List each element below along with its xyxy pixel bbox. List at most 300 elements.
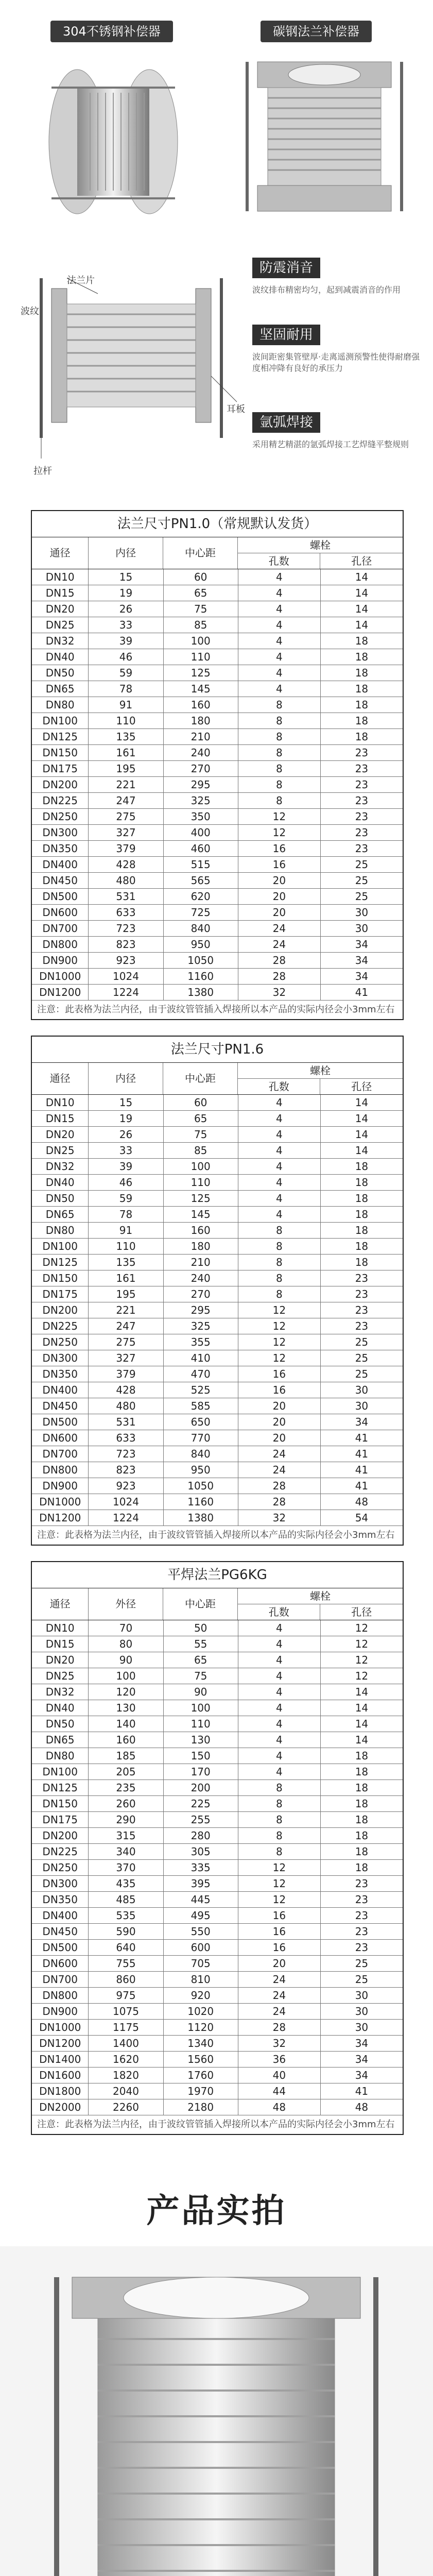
table-row <box>32 1716 403 1732</box>
cell-dim: 535 <box>89 1908 163 1923</box>
table-row <box>32 1876 403 1892</box>
feature-title-1: 防震消音 <box>252 258 320 278</box>
cell-holes: 40 <box>238 2067 321 2083</box>
cell-hole-dia: 30 <box>355 1989 369 2002</box>
cell-dn: DN800 <box>32 1462 89 1478</box>
table-note: 注意：此表格为法兰内径，由于波纹管管插入焊接所以本产品的实际内径会小3mm左右 <box>37 2119 395 2130</box>
cell-hole-dia: 34 <box>355 970 369 982</box>
cell-dn: DN500 <box>32 1940 89 1955</box>
cell-dim: 1400 <box>89 2036 163 2051</box>
table-row <box>32 793 403 809</box>
cell-hole-dia: 23 <box>355 1288 369 1300</box>
cell-dim: 975 <box>89 1988 163 2003</box>
table-row <box>32 2020 403 2036</box>
table-row <box>32 969 403 985</box>
cell-dim: 327 <box>89 1350 163 1366</box>
cell-center: 130 <box>164 1732 238 1748</box>
cell-dim: 633 <box>89 905 163 920</box>
cell-dim: 370 <box>89 1860 163 1875</box>
cell-hole-dia: 14 <box>355 619 369 631</box>
cell-hole-dia: 18 <box>355 651 369 663</box>
cell-holes: 4 <box>238 633 321 649</box>
table-row <box>32 633 403 649</box>
cell-center: 295 <box>164 1302 238 1318</box>
cell-center: 550 <box>164 1924 238 1939</box>
cell-dn: DN600 <box>32 1430 89 1446</box>
cell-dn: DN450 <box>32 1398 89 1414</box>
table-row <box>32 1844 403 1860</box>
cell-center: 60 <box>164 1095 238 1110</box>
feature-desc-1: 波纹排布精密均匀，起到减震消音的作用 <box>252 285 401 295</box>
cell-dn: DN1200 <box>32 1510 89 1526</box>
table-row <box>32 1748 403 1764</box>
table-row <box>32 905 403 921</box>
cell-dn: DN1000 <box>32 1494 89 1510</box>
cell-holes: 12 <box>238 825 321 840</box>
cell-holes: 12 <box>238 1860 321 1875</box>
cell-holes: 4 <box>238 1143 321 1158</box>
cell-holes: 12 <box>238 1350 321 1366</box>
cell-dim: 1024 <box>89 969 163 984</box>
cell-dn: DN175 <box>32 1286 89 1302</box>
cell-dn: DN15 <box>32 585 89 601</box>
cell-hole-dia: 12 <box>355 1654 369 1666</box>
cell-center: 620 <box>164 889 238 904</box>
table-row <box>32 857 403 873</box>
cell-dim: 531 <box>89 1414 163 1430</box>
cell-center: 100 <box>164 1700 238 1716</box>
table-row <box>32 1127 403 1143</box>
cell-center: 85 <box>164 617 238 633</box>
cell-center: 270 <box>164 1286 238 1302</box>
cell-center: 495 <box>164 1908 238 1923</box>
cell-dim: 15 <box>89 569 163 585</box>
cell-hole-dia: 41 <box>355 1480 369 1492</box>
cell-hole-dia: 34 <box>355 2037 369 2049</box>
col-header-bolt: 螺栓 <box>238 537 403 553</box>
cell-hole-dia: 14 <box>355 1718 369 1730</box>
table-row <box>32 1732 403 1748</box>
cell-dim: 120 <box>89 1684 163 1700</box>
cell-holes: 4 <box>238 1732 321 1748</box>
cell-dn: DN65 <box>32 681 89 697</box>
cell-dn: DN50 <box>32 1716 89 1732</box>
cell-dn: DN225 <box>32 1844 89 1859</box>
cell-dn: DN1000 <box>32 2020 89 2035</box>
cell-holes: 12 <box>238 1892 321 1907</box>
cell-hole-dia: 30 <box>355 1400 369 1412</box>
cell-dim: 195 <box>89 761 163 776</box>
cell-dn: DN25 <box>32 617 89 633</box>
cell-center: 395 <box>164 1876 238 1891</box>
cell-center: 305 <box>164 1844 238 1859</box>
flange-table-pn10 <box>31 510 404 1020</box>
cell-dn: DN800 <box>32 1988 89 2003</box>
cell-hole-dia: 25 <box>355 1352 369 1364</box>
cell-hole-dia: 18 <box>355 1766 369 1778</box>
cell-dn: DN40 <box>32 1700 89 1716</box>
cell-dn: DN32 <box>32 1684 89 1700</box>
cell-center: 55 <box>164 1636 238 1652</box>
cell-center: 445 <box>164 1892 238 1907</box>
col-header-holes: 孔数 <box>238 1079 321 1094</box>
cell-center: 650 <box>164 1414 238 1430</box>
table-row <box>32 953 403 969</box>
table-row <box>32 1620 403 1636</box>
cell-center: 585 <box>164 1398 238 1414</box>
cell-hole-dia: 25 <box>355 1368 369 1380</box>
cell-dim: 15 <box>89 1095 163 1110</box>
cell-holes: 16 <box>238 1908 321 1923</box>
cell-dim: 39 <box>89 1159 163 1174</box>
cell-dim: 275 <box>89 809 163 824</box>
cell-hole-dia: 18 <box>355 1798 369 1810</box>
cell-holes: 8 <box>238 1270 321 1286</box>
product-photos <box>0 2246 433 2576</box>
table-body <box>32 1095 403 1526</box>
cell-dim: 247 <box>89 793 163 808</box>
cell-hole-dia: 41 <box>355 1432 369 1444</box>
cell-dn: DN20 <box>32 1127 89 1142</box>
cell-holes: 8 <box>238 697 321 713</box>
cell-dim: 78 <box>89 1207 163 1222</box>
cell-hole-dia: 41 <box>355 2085 369 2097</box>
cell-dn: DN1200 <box>32 985 89 1000</box>
table-title: 法兰尺寸PN1.6 <box>32 1037 403 1063</box>
cell-dim: 860 <box>89 1972 163 1987</box>
table-row <box>32 2099 403 2115</box>
cell-dim: 290 <box>89 1812 163 1827</box>
cell-hole-dia: 25 <box>355 874 369 887</box>
cell-center: 180 <box>164 1239 238 1254</box>
cell-holes: 8 <box>238 1844 321 1859</box>
cell-center: 600 <box>164 1940 238 1955</box>
table-row <box>32 1191 403 1207</box>
cell-hole-dia: 18 <box>355 1782 369 1794</box>
cell-holes: 28 <box>238 969 321 984</box>
cell-dn: DN1200 <box>32 2036 89 2051</box>
cell-holes: 16 <box>238 1924 321 1939</box>
table-row <box>32 809 403 825</box>
cell-dn: DN1800 <box>32 2083 89 2099</box>
cell-holes: 4 <box>238 1668 321 1684</box>
label-ear-plate: 耳板 <box>227 404 245 415</box>
table-row <box>32 1175 403 1191</box>
cell-dim: 195 <box>89 1286 163 1302</box>
cell-dn: DN350 <box>32 1892 89 1907</box>
table-row <box>32 1478 403 1494</box>
cell-center: 1560 <box>164 2052 238 2067</box>
table-row <box>32 1095 403 1111</box>
cell-dim: 185 <box>89 1748 163 1764</box>
cell-holes: 8 <box>238 1780 321 1795</box>
cell-dn: DN65 <box>32 1732 89 1748</box>
flange-table-pn16 <box>31 1036 404 1546</box>
cell-dim: 39 <box>89 633 163 649</box>
cell-dim: 130 <box>89 1700 163 1716</box>
cell-hole-dia: 18 <box>355 1861 369 1874</box>
cell-hole-dia: 18 <box>355 1224 369 1236</box>
cell-hole-dia: 25 <box>355 1973 369 1986</box>
table-row <box>32 985 403 1001</box>
cell-holes: 4 <box>238 1636 321 1652</box>
cell-center: 1050 <box>164 1478 238 1494</box>
table-row <box>32 889 403 905</box>
cell-dn: DN10 <box>32 1620 89 1636</box>
cell-dn: DN15 <box>32 1636 89 1652</box>
cell-dim: 1224 <box>89 1510 163 1526</box>
cell-hole-dia: 18 <box>355 667 369 679</box>
cell-center: 210 <box>164 1255 238 1270</box>
table-row <box>32 681 403 697</box>
cell-dn: DN300 <box>32 1876 89 1891</box>
cell-hole-dia: 23 <box>355 1272 369 1284</box>
table-row <box>32 1860 403 1876</box>
cell-dn: DN350 <box>32 841 89 856</box>
cell-dim: 923 <box>89 953 163 968</box>
cell-hole-dia: 25 <box>355 1957 369 1970</box>
cell-hole-dia: 18 <box>355 1176 369 1189</box>
cell-holes: 4 <box>238 1159 321 1174</box>
cell-dn: DN175 <box>32 1812 89 1827</box>
cell-dim: 485 <box>89 1892 163 1907</box>
cell-dn: DN800 <box>32 937 89 952</box>
cell-center: 200 <box>164 1780 238 1795</box>
cell-holes: 24 <box>238 1462 321 1478</box>
cell-holes: 4 <box>238 1764 321 1780</box>
table-row <box>32 1430 403 1446</box>
cell-dn: DN1600 <box>32 2067 89 2083</box>
cell-hole-dia: 23 <box>355 762 369 775</box>
cell-hole-dia: 30 <box>355 2005 369 2018</box>
cell-holes: 8 <box>238 1828 321 1843</box>
cell-dn: DN450 <box>32 1924 89 1939</box>
cell-dn: DN300 <box>32 825 89 840</box>
cell-hole-dia: 41 <box>355 986 369 998</box>
cell-holes: 4 <box>238 681 321 697</box>
table-header <box>32 1063 403 1095</box>
cell-dn: DN20 <box>32 601 89 617</box>
cell-hole-dia: 14 <box>355 1734 369 1746</box>
cell-dn: DN100 <box>32 1239 89 1254</box>
cell-hole-dia: 23 <box>355 1925 369 1938</box>
cell-dn: DN25 <box>32 1668 89 1684</box>
cell-dn: DN10 <box>32 569 89 585</box>
cell-holes: 4 <box>238 665 321 681</box>
cell-holes: 4 <box>238 1652 321 1668</box>
cell-holes: 8 <box>238 1255 321 1270</box>
cell-dim: 428 <box>89 857 163 872</box>
cell-holes: 4 <box>238 1175 321 1190</box>
cell-dn: DN225 <box>32 1318 89 1334</box>
cell-hole-dia: 14 <box>355 1144 369 1157</box>
cell-dim: 723 <box>89 1446 163 1462</box>
table-row <box>32 1446 403 1462</box>
cell-dim: 90 <box>89 1652 163 1668</box>
table-row <box>32 601 403 617</box>
table-row <box>32 1318 403 1334</box>
cell-hole-dia: 18 <box>355 1845 369 1858</box>
col-header-bolt-group <box>238 537 403 569</box>
cell-holes: 24 <box>238 1446 321 1462</box>
col-header-outer: 外径 <box>89 1588 163 1620</box>
cell-center: 950 <box>164 1462 238 1478</box>
cell-center: 1970 <box>164 2083 238 2099</box>
cell-holes: 36 <box>238 2052 321 2067</box>
cell-center: 75 <box>164 1668 238 1684</box>
col-header-bolt-group <box>238 1588 403 1620</box>
cell-center: 150 <box>164 1748 238 1764</box>
cell-dn: DN32 <box>32 633 89 649</box>
table-row <box>32 713 403 729</box>
table-row <box>32 1270 403 1286</box>
table-row <box>32 2004 403 2020</box>
cell-dn: DN300 <box>32 1350 89 1366</box>
cell-hole-dia: 30 <box>355 1384 369 1396</box>
col-header-center: 中心距 <box>163 1063 238 1094</box>
cell-hole-dia: 18 <box>355 1160 369 1173</box>
cell-center: 325 <box>164 793 238 808</box>
cell-dim: 327 <box>89 825 163 840</box>
cell-holes: 16 <box>238 1366 321 1382</box>
cell-hole-dia: 14 <box>355 587 369 599</box>
cell-center: 240 <box>164 1270 238 1286</box>
hero-section <box>0 0 433 237</box>
cell-center: 100 <box>164 633 238 649</box>
cell-hole-dia: 23 <box>355 826 369 839</box>
table-title: 平焊法兰PG6KG <box>32 1562 403 1588</box>
cell-dim: 135 <box>89 729 163 744</box>
photos-heading: 产品实拍 <box>146 2192 287 2230</box>
cell-dim: 755 <box>89 1956 163 1971</box>
col-header-bolt: 螺栓 <box>238 1063 403 1079</box>
table-row <box>32 1828 403 1844</box>
cell-dn: DN32 <box>32 1159 89 1174</box>
cell-hole-dia: 18 <box>355 683 369 695</box>
cell-dn: DN350 <box>32 1366 89 1382</box>
badge-304-stainless: 304不锈钢补偿器 <box>50 21 173 42</box>
cell-holes: 12 <box>238 1334 321 1350</box>
table-row <box>32 937 403 953</box>
cell-dim: 1620 <box>89 2052 163 2067</box>
label-tie-rod: 拉杆 <box>33 466 52 477</box>
cell-hole-dia: 41 <box>355 1464 369 1476</box>
cell-hole-dia: 34 <box>355 2053 369 2065</box>
table-row <box>32 1143 403 1159</box>
cell-dn: DN25 <box>32 1143 89 1158</box>
cell-dn: DN80 <box>32 697 89 713</box>
cell-holes: 4 <box>238 1207 321 1222</box>
table-row <box>32 1988 403 2004</box>
cell-hole-dia: 25 <box>355 858 369 871</box>
cell-center: 170 <box>164 1764 238 1780</box>
cell-dn: DN700 <box>32 1972 89 1987</box>
cell-dim: 140 <box>89 1716 163 1732</box>
table-row <box>32 921 403 937</box>
cell-center: 460 <box>164 841 238 856</box>
table-row <box>32 1892 403 1908</box>
cell-dn: DN900 <box>32 2004 89 2019</box>
cell-dim: 205 <box>89 1764 163 1780</box>
cell-dim: 2040 <box>89 2083 163 2099</box>
cell-dim: 161 <box>89 745 163 760</box>
cell-center: 160 <box>164 1223 238 1238</box>
table-row <box>32 1462 403 1478</box>
cell-dn: DN40 <box>32 649 89 665</box>
cell-center: 355 <box>164 1334 238 1350</box>
cell-dim: 379 <box>89 1366 163 1382</box>
cell-dim: 100 <box>89 1668 163 1684</box>
cell-dn: DN700 <box>32 1446 89 1462</box>
cell-dim: 19 <box>89 1111 163 1126</box>
cell-dn: DN150 <box>32 745 89 760</box>
cell-dn: DN250 <box>32 809 89 824</box>
table-row <box>32 1350 403 1366</box>
cell-center: 725 <box>164 905 238 920</box>
cell-center: 1340 <box>164 2036 238 2051</box>
cell-holes: 12 <box>238 809 321 824</box>
cell-hole-dia: 18 <box>355 1240 369 1252</box>
table-row <box>32 873 403 889</box>
cell-dim: 80 <box>89 1636 163 1652</box>
table-row <box>32 1780 403 1796</box>
cell-dn: DN10 <box>32 1095 89 1110</box>
col-header-bolt: 螺栓 <box>238 1588 403 1604</box>
cell-holes: 28 <box>238 1478 321 1494</box>
cell-dn: DN80 <box>32 1748 89 1764</box>
cell-center: 100 <box>164 1159 238 1174</box>
cell-holes: 24 <box>238 921 321 936</box>
table-row <box>32 761 403 777</box>
cell-holes: 8 <box>238 745 321 760</box>
feature-desc-2: 波间距密集管壁厚·走离遥测预警性使得耐磨强度相冲降有良好的承压力 <box>252 352 420 373</box>
cell-holes: 20 <box>238 889 321 904</box>
cell-hole-dia: 23 <box>355 1877 369 1890</box>
table-row <box>32 841 403 857</box>
table-header <box>32 1588 403 1620</box>
cell-holes: 4 <box>238 601 321 617</box>
cell-holes: 12 <box>238 1318 321 1334</box>
col-header-hole-dia: 孔径 <box>351 1080 372 1093</box>
cell-center: 350 <box>164 809 238 824</box>
cell-hole-dia: 18 <box>355 1192 369 1205</box>
cell-center: 1120 <box>164 2020 238 2035</box>
cell-hole-dia: 23 <box>355 1304 369 1316</box>
table-body <box>32 1620 403 2115</box>
cell-dim: 480 <box>89 873 163 888</box>
cell-center: 110 <box>164 1175 238 1190</box>
cell-dim: 1820 <box>89 2067 163 2083</box>
cell-center: 75 <box>164 601 238 617</box>
cell-holes: 4 <box>238 617 321 633</box>
cell-holes: 24 <box>238 1988 321 2003</box>
cell-holes: 4 <box>238 1095 321 1110</box>
cell-dim: 26 <box>89 1127 163 1142</box>
cell-dim: 640 <box>89 1940 163 1955</box>
flange-table-pg6kg <box>31 1561 404 2135</box>
cell-holes: 24 <box>238 937 321 952</box>
cell-holes: 12 <box>238 1876 321 1891</box>
cell-center: 840 <box>164 921 238 936</box>
cell-dim: 1024 <box>89 1494 163 1510</box>
cell-center: 1380 <box>164 985 238 1000</box>
cell-dim: 110 <box>89 1239 163 1254</box>
cell-dn: DN600 <box>32 905 89 920</box>
table-row <box>32 649 403 665</box>
cell-dim: 33 <box>89 617 163 633</box>
cell-hole-dia: 23 <box>355 1909 369 1922</box>
cell-hole-dia: 18 <box>355 635 369 647</box>
